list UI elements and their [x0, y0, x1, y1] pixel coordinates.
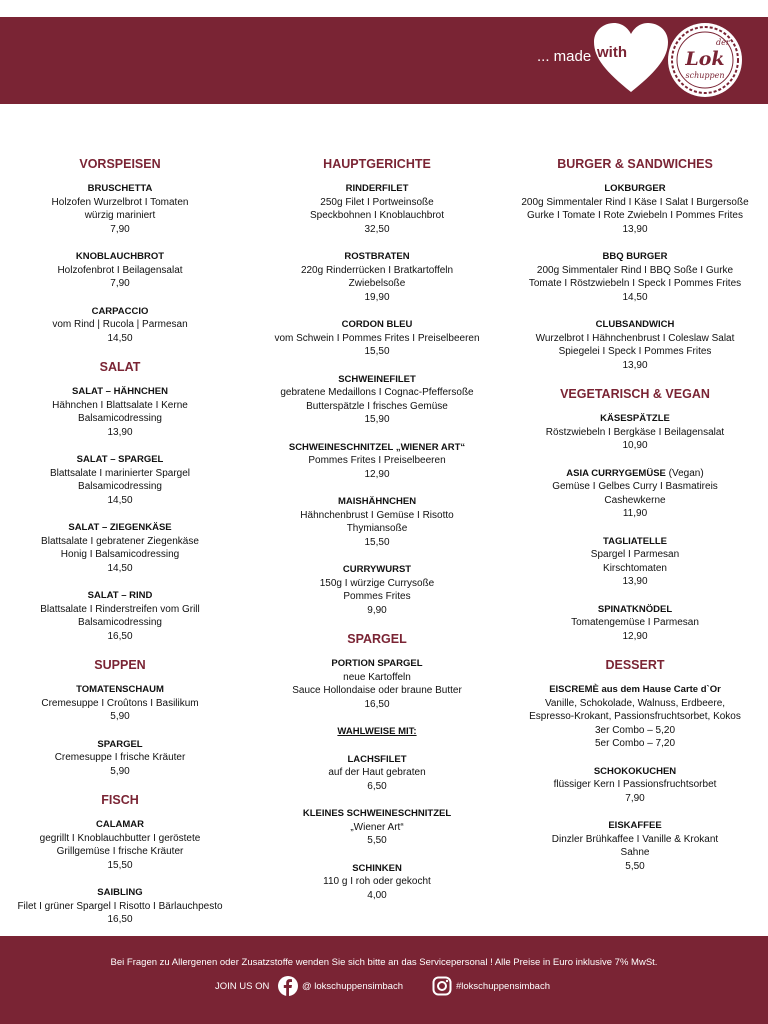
menu-item [0, 886, 240, 927]
menu-item [500, 318, 768, 372]
menu-item-name [0, 385, 240, 399]
menu-item-price: 11,90 [622, 508, 648, 519]
menu-item-name-text: SCHWEINESCHNITZEL „WIENER ART“ [288, 441, 466, 453]
menu-item-price: 15,50 [364, 536, 390, 548]
lokschuppen-logo [668, 23, 742, 97]
menu-item-name [252, 657, 502, 671]
menu-item-description: „Wiener Art“ [350, 821, 404, 833]
menu-item-description: Cremesuppe I Croûtons I Basilikum [41, 697, 199, 709]
menu-item-name [252, 373, 502, 387]
menu-item-name-text: SAIBLING [97, 887, 143, 898]
menu-item-name [500, 318, 768, 332]
menu-item [252, 182, 502, 236]
sub-heading: WAHLWEISE MIT: [337, 726, 417, 737]
menu-item [252, 563, 502, 617]
menu-item-name [0, 886, 240, 900]
menu-item-name-text: SALAT – RIND [87, 590, 153, 601]
menu-item-price: 13,90 [622, 223, 648, 235]
menu-item-name-text: SALAT – SPARGEL [76, 454, 164, 465]
menu-item-price: 5,50 [625, 860, 645, 872]
facebook-icon[interactable] [278, 976, 298, 996]
menu-item-description: 200g Simmentaler Rind I Käse I Salat I Burgersoße Gurke I Tomate I Rote Zwiebeln I Pommes Frites [521, 196, 749, 221]
section-title-vorspeisen: VORSPEISEN [79, 157, 161, 171]
join-us-label: JOIN US ON [215, 981, 270, 992]
menu-item-description: Vanille, Schokolade, Walnuss, Erdbeere, Espresso-Krokant, Passionsfruchtsorbet, Kokos 3er Combo – 5,20 5er Combo – 7,20 [529, 697, 741, 749]
menu-item [0, 818, 240, 872]
menu-item-description: 250g Filet I Portweinsoße Speckbohnen I Knoblauchbrot [310, 196, 444, 221]
menu-item-name-text: LACHSFILET [347, 753, 407, 765]
menu-item [252, 495, 502, 549]
menu-item [252, 753, 502, 794]
menu-item-description: neue Kartoffeln Sauce Hollondaise oder braune Butter [292, 671, 462, 696]
menu-item-description: Filet I grüner Spargel I Risotto I Bärlauchpesto [17, 900, 223, 912]
menu-item-price: 5,50 [367, 835, 387, 846]
menu-item-name [252, 318, 502, 332]
logo-schuppen: schuppen [685, 71, 725, 80]
menu-item [500, 412, 768, 453]
menu-item-description: Holzofen Wurzelbrot I Tomaten würzig mariniert [51, 196, 189, 221]
menu-item-description: Cremesuppe I frische Kräuter [54, 752, 186, 763]
menu-item-description: Hähnchen I Blattsalate I Kerne Balsamicodressing [52, 399, 188, 424]
menu-item [252, 807, 502, 848]
menu-item-name-text: BRUSCHETTA [87, 183, 153, 194]
menu-item-name [500, 182, 768, 196]
menu-item-price: 16,50 [107, 630, 133, 642]
menu-item [500, 819, 768, 873]
menu-item-name [0, 521, 240, 535]
menu-item-name [500, 765, 768, 779]
menu-item-price: 7,90 [625, 792, 645, 804]
menu-item-price: 6,50 [367, 780, 387, 792]
menu-item-price: 15,50 [364, 346, 390, 357]
section-title-suppen: SUPPEN [94, 658, 146, 672]
menu-item-price: 7,90 [110, 223, 130, 235]
menu-item-name-text: SALAT – ZIEGENKÄSE [68, 522, 172, 533]
section-title-salat: SALAT [99, 360, 141, 374]
menu-item [0, 305, 240, 346]
menu-item [0, 182, 240, 236]
menu-item-price: 14,50 [107, 494, 133, 506]
menu-item-description: Tomatengemüse I Parmesan [571, 617, 699, 628]
menu-item-description: Röstzwiebeln I Bergkäse I Beilagensalat [545, 426, 725, 438]
menu-item-description: auf der Haut gebraten [328, 767, 426, 778]
menu-item-name-text: SCHWEINEFILET [338, 373, 416, 385]
menu-item-name [500, 412, 768, 426]
menu-item-name-text: CURRYWURST [342, 564, 412, 575]
menu-item [500, 250, 768, 304]
logo-lok: Lok [685, 48, 725, 70]
menu-item [0, 683, 240, 724]
menu-item-name [500, 819, 768, 833]
menu-item-name [0, 683, 240, 697]
menu-item-name-text: KÄSESPÄTZLE [600, 413, 670, 424]
menu-item-name [500, 603, 768, 617]
menu-item [500, 603, 768, 644]
menu-item [0, 250, 240, 291]
menu-item [252, 441, 502, 482]
menu-item-description: Spargel I Parmesan Kirschtomaten [590, 549, 680, 574]
menu-item-price: 16,50 [107, 914, 133, 925]
menu-item-name [0, 250, 240, 264]
menu-item [0, 385, 240, 439]
menu-item-name [0, 818, 240, 832]
menu-item-name-text: ROSTBRATEN [344, 251, 410, 262]
tagline-with: with [597, 44, 627, 61]
menu-item [0, 521, 240, 575]
menu-item-name-text: SCHOKOKUCHEN [593, 765, 677, 777]
menu-item-name-text: KNOBLAUCHBROT [75, 251, 165, 262]
menu-item-name [500, 250, 768, 264]
menu-item-name-text: TAGLIATELLE [602, 535, 668, 547]
menu-item-name-text: SALAT – HÄHNCHEN [72, 386, 168, 397]
menu-item-name-text: MAISHÄHNCHEN [337, 496, 417, 507]
menu-item-name [252, 563, 502, 577]
menu-item-description: gegrillt I Knoblauchbutter I geröstete Grillgemüse I frische Kräuter [39, 832, 201, 857]
menu-item-price: 12,90 [364, 468, 390, 480]
menu-item-name-text: SPINATKNÖDEL [597, 603, 673, 615]
tagline-prefix: ... made [537, 48, 592, 65]
menu-item-price: 14,50 [107, 332, 133, 344]
menu-item-price: 5,90 [110, 765, 130, 777]
menu-item [500, 535, 768, 589]
menu-item-name-suffix: (Vegan) [665, 467, 704, 479]
menu-item [500, 765, 768, 806]
menu-item [500, 467, 768, 521]
menu-item-name [0, 453, 240, 467]
menu-item-price: 12,90 [622, 630, 648, 642]
menu-item-name [0, 305, 240, 319]
facebook-handle[interactable]: @ lokschuppensimbach [302, 981, 404, 992]
menu-item-description: 220g Rinderrücken I Bratkartoffeln Zwiebelsoße [300, 264, 454, 289]
menu-item-name-text: CALAMAR [95, 819, 145, 830]
menu-item-name-text: BBQ BURGER [602, 251, 668, 262]
menu-column-2 [252, 156, 502, 916]
menu-item-price: 14,50 [107, 562, 133, 574]
menu-item-description: Blattsalate I gebratener Ziegenkäse Honig I Balsamicodressing [41, 535, 199, 560]
menu-item-name-text: CLUBSANDWICH [595, 319, 675, 330]
menu-column-3 [500, 156, 768, 887]
menu-item [0, 738, 240, 779]
menu-item-name-text: SPARGEL [97, 738, 143, 750]
menu-item-description: 150g I würzige Currysoße Pommes Frites [319, 577, 435, 602]
menu-item-name-text: CARPACCIO [91, 305, 149, 317]
menu-item-name [500, 683, 768, 697]
section-title-dessert: DESSERT [605, 658, 665, 672]
section-title-hauptgerichte: HAUPTGERICHTE [323, 157, 431, 171]
menu-item [252, 250, 502, 304]
menu-item-price: 9,90 [367, 604, 387, 616]
menu-item-name [0, 589, 240, 603]
menu-item-price: 13,90 [107, 426, 133, 438]
section-title-fisch: FISCH [101, 793, 139, 807]
menu-item-description: Wurzelbrot I Hähnchenbrust I Coleslaw Salat Spiegelei I Speck I Pommes Frites [535, 332, 735, 357]
menu-item-price: 16,50 [364, 698, 390, 710]
menu-item [500, 182, 768, 236]
menu-item [252, 862, 502, 903]
menu-item-price: 4,00 [367, 889, 387, 901]
menu-item-price: 10,90 [622, 440, 648, 451]
menu-item-name-text: PORTION SPARGEL [331, 658, 423, 669]
menu-item-name [0, 182, 240, 196]
menu-item [0, 589, 240, 643]
menu-item-price: 32,50 [364, 223, 390, 235]
menu-item [0, 453, 240, 507]
menu-item [252, 657, 502, 711]
menu-item-description: Pommes Frites I Preiselbeeren [308, 455, 446, 466]
menu-item-description: Blattsalate I marinierter Spargel Balsamicodressing [49, 467, 191, 492]
menu-item-name-text: KLEINES SCHWEINESCHNITZEL [302, 808, 452, 819]
menu-item-price: 15,90 [364, 414, 390, 425]
menu-item-description: Holzofenbrot I Beilagensalat [57, 264, 183, 276]
menu-item-description: 110 g I roh oder gekocht [323, 876, 431, 887]
menu-item-description: 200g Simmentaler Rind I BBQ Soße I Gurke Tomate I Röstzwiebeln I Speck I Pommes Frites [528, 264, 742, 289]
menu-item-price: 15,50 [107, 859, 133, 871]
section-title-burger-sandwiches: BURGER & SANDWICHES [557, 157, 713, 171]
section-title-vegetarisch-vegan: VEGETARISCH & VEGAN [560, 387, 710, 401]
menu-item-name [252, 807, 502, 821]
menu-item-name [0, 738, 240, 752]
menu-item-name [500, 535, 768, 549]
menu-item-name-text: EISKAFFEE [608, 820, 662, 831]
menu-item-price: 7,90 [110, 278, 130, 289]
allergen-note: Bei Fragen zu Allergenen oder Zusatzstoffe wenden Sie sich bitte an das Servicepersonal ! Alle Preise in Euro inklusive 7% MwSt. [110, 957, 658, 968]
footer-bar [0, 936, 768, 1024]
menu-item-name-text: RINDERFILET [345, 183, 409, 194]
menu-item-description: vom Schwein I Pommes Frites I Preiselbeeren [274, 332, 480, 344]
menu-item-price: 5,90 [110, 711, 130, 722]
menu-item-name-text: ASIA CURRYGEMÜSE [566, 467, 666, 479]
menu-item-price: 13,90 [622, 576, 648, 587]
menu-item [252, 373, 502, 427]
section-title-spargel: SPARGEL [347, 632, 407, 646]
menu-item-description: Gemüse I Gelbes Curry I Basmatireis Cashewkerne [552, 481, 718, 506]
menu-item-name-text: EISCREMÈ aus dem Hause Carte d`Or [549, 684, 721, 695]
instagram-icon[interactable] [432, 976, 452, 996]
menu-item-name [252, 182, 502, 196]
menu-item-description: gebratene Medaillons I Cognac-Pfeffersoße Butterspätzle I frisches Gemüse [280, 387, 474, 412]
menu-item-description: Dinzler Brühkaffee I Vanille & Krokant Sahne [551, 833, 719, 858]
logo-der: der [716, 38, 730, 47]
menu-item-name [252, 753, 502, 767]
tagline [537, 44, 627, 65]
menu-item-name-text: CORDON BLEU [341, 319, 413, 330]
menu-item [500, 683, 768, 751]
menu-item-name [252, 250, 502, 264]
menu-item-name-text: SCHINKEN [352, 862, 402, 874]
menu-item [252, 318, 502, 359]
menu-item-name-text: LOKBURGER [604, 183, 666, 194]
menu-item-price: 19,90 [364, 291, 390, 303]
menu-item-description: flüssiger Kern I Passionsfruchtsorbet [553, 779, 717, 790]
menu-item-description: Blattsalate I Rinderstreifen vom Grill Balsamicodressing [40, 603, 200, 628]
menu-item-name [500, 467, 768, 481]
menu-item-price: 13,90 [622, 359, 648, 371]
menu-item-description: vom Rind | Rucola | Parmesan [52, 319, 188, 330]
menu-item-name-text: TOMATENSCHAUM [76, 684, 164, 695]
menu-item-name [252, 862, 502, 876]
instagram-handle[interactable]: #lokschuppensimbach [456, 981, 551, 992]
menu-column-1 [0, 156, 240, 941]
menu-item-name [252, 495, 502, 509]
menu-item-name [252, 441, 502, 455]
menu-item-price: 14,50 [622, 291, 648, 303]
menu-item-description: Hähnchenbrust I Gemüse I Risotto Thymiansoße [300, 509, 454, 534]
